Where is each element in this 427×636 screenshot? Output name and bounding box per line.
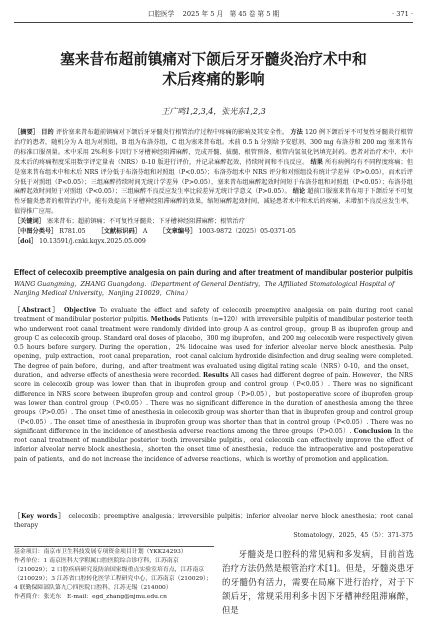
- header-rule: [14, 22, 413, 23]
- doc-code-value: A: [142, 228, 148, 236]
- cn-keywords-line: [14, 217, 413, 227]
- cn-keywords: 塞来昔布；超前镇痛；不可复性牙髓炎；下牙槽神经阻滞麻醉；根管治疗: [46, 218, 245, 226]
- cn-abstract-body: [14, 128, 413, 217]
- en-objective-label: Objective: [63, 307, 97, 314]
- en-methods-label: Methods: [150, 316, 181, 324]
- en-conclusion: In the root canal treatment of mandibular posterior tooth irreversible pulpitis，oral celecoxib can effectively improve the effect of inferior alveolar nerve block anesthesia，shorten the onset time of anesthesia，reduce the intraoperative and postoperative pain of patients，and do not increase the incidence of adverse reactions，which is worthy of promotion and application.: [14, 427, 413, 463]
- article-title: [20, 50, 407, 90]
- cn-conclusion-label: 结论: [292, 188, 306, 196]
- en-results: All cases had different degree of pain. However，the NRS score in celecoxib group was lower than that in ibuprofen group and control group（P<0.05）. There was no significant difference in NRS score between ibuprofen group and control group（P>0.05），but postoperative score of ibuprofen group was lower than control group（P<0.05）. There was no significant difference in the duration of anesthesia among the three groups（P>0.05）. The onset time of anesthesia in celecoxib group was shorter than that in ibuprofen group and control group（P<0.05）. The onset time of anesthesia in ibuprofen group was shorter than that in control group（P<0.05）. There was no significant difference in the incidence of anesthesia adverse reactions among the three groups（P>0.05）.: [14, 372, 413, 435]
- english-abstract: [14, 306, 413, 464]
- en-keywords: celecoxib；preemptive analgesia；irreversible pulpitis；inferior alveolar nerve block anesthesia；root canal therapy: [14, 513, 414, 530]
- cn-methods-label: 方法: [290, 129, 303, 136]
- doi-label: ［doi］: [14, 237, 38, 245]
- cn-methods: 120 例下颌后牙不可复性牙髓炎行根管治疗的患者，随机分为 A 组为对照组，B 组为布洛芬组，C 组为塞来昔布组。术前 0.5 h 分别给予安慰剂、300 mg 布洛芬和 200 mg 塞来昔布的标准口服剂量。术中采用 2%利多卡因行下牙槽神经阻滞麻醉，完成开髓、拔髓、根管预备、根管内氢氧化钙填充封药。患者对治疗术中、术中及术后的疼痛程度采用数字评定量表（NRS）0-10 版进行评价，并记录麻醉起效、持续时间和不良反应。: [14, 129, 414, 166]
- clc-value: R781.05: [59, 228, 86, 236]
- affiliation-note: 作者单位：1 南京医科大学附属口腔医院综合诊疗科，江苏南京（210029）；2 口腔疾病研究及防治国家级重点实验室培育点，江苏南京（210029）；3 江苏省口腔转化医学工程研究中心，江苏南京（210029）；4 联勤保障部队第九〇四医院口腔科，江苏无锡（214000）: [14, 557, 212, 591]
- en-conclusion-label: Conclusion: [353, 427, 393, 435]
- title-line-1: 塞来昔布超前镇痛对下颌后牙牙髓炎治疗术中和: [60, 51, 367, 68]
- body-paragraph: 牙髓炎是口腔科的常见病和多发病，目前首选治疗方法仍然是根管治疗术[1]。但是，牙髓炎患牙的牙髓仍有活力，需要在局麻下进行治疗，对于下颌后牙，常规采用利多卡因下牙槽神经阻滞麻醉，但是: [222, 549, 414, 616]
- doc-code-label: ［文献标识码］: [97, 228, 141, 236]
- chinese-abstract: [14, 128, 413, 247]
- cn-abstract-label: ［摘要］: [14, 129, 40, 136]
- en-abstract-body: [14, 306, 413, 464]
- cn-results: 所有病例均有不同程度疼痛；但是塞来昔布组术中和术后 NRS 评分低于布洛芬组和对照组（P<0.05）；布洛芬组术中 NRS 评分和对照组没有统计学差异（P>0.05），而术后评分低于对照组（P<0.05）；三组麻醉持续时间无统计学差异（P>0.05），塞来昔布组麻醉起效时间短于布洛芬组和对照组（P<0.05）；布洛芬组麻醉起效时间短于对照组（P<0.05）；三组麻醉不良反应发生率比较差异无统计学意义（P>0.05）。: [14, 158, 414, 196]
- cn-keywords-label: ［关键词］: [14, 218, 45, 226]
- page-number: · 371 ·: [392, 10, 413, 18]
- en-objective: To evaluate the effect and safety of celecoxib preemptive analgesia on pain during root canal treatment of mandibular posterior pulpitis.: [14, 307, 413, 324]
- cn-objective: 评价塞来昔布超前镇痛对下颌后牙牙髓炎行根管治疗过程中疼痛的影响及其安全性。: [55, 129, 289, 136]
- author-list: 王广鸣1,2,3,4，张光东1,2,3: [161, 107, 266, 116]
- doi-value: 10.13591/j.cnki.kqyx.2025.05.009: [39, 237, 146, 245]
- footnotes: [14, 548, 214, 601]
- classification-line: [14, 227, 413, 237]
- cn-conclusion: 超前口服塞来昔布用于下颌后牙不可复性牙髓炎患者的根管治疗中，能有效提高下牙槽神经阻滞麻醉的效果，缩短麻醉起效时间，减轻患者术中和术后的疼痛，未增加不良反应发生率，值得推广应用。: [14, 188, 414, 216]
- journal-citation: Stomatology，2025，45（5）：371-375: [293, 531, 413, 539]
- clc-label: ［中图分类号］: [14, 228, 58, 236]
- en-abstract-label: ［Abstract］: [14, 307, 61, 314]
- cn-results-label: 结果: [310, 158, 324, 166]
- funding-note: 基金项目：南京市卫生科技发展专项资金项目计划（YKK24293）: [14, 549, 187, 555]
- english-title: Effect of celecoxib preemptive analgesia on pain during and after treatment of mandibular posterior pulpitis: [14, 268, 414, 277]
- en-keywords-line: [14, 512, 413, 531]
- doi-line: [14, 237, 413, 247]
- article-number-value: 1003-9872（2025）05-0371-05: [198, 228, 296, 236]
- title-line-2: 术后疼痛的影响: [162, 71, 265, 88]
- footnote-rule: [14, 546, 214, 547]
- body-text-column: [222, 547, 414, 617]
- journal-name: 口腔医学: [147, 10, 175, 18]
- en-keywords-label: ［Key words］: [14, 513, 66, 520]
- author-bio-note: 作者简介：张光东 E-mail：egd_zhang@njmu.edu.cn: [14, 593, 167, 600]
- en-results-label: Results: [203, 372, 229, 380]
- issue-info: 2025 年 5 月 第 45 卷 第 5 期: [182, 10, 280, 18]
- english-keywords-block: [14, 512, 413, 540]
- cn-objective-label: 目的: [41, 129, 54, 136]
- article-number-label: ［文章编号］: [159, 228, 197, 236]
- en-methods: Patients（n=120）with irreversible pulpitis of mandibular posterior teeth who underwent root canal treatment were randomly divided into group A as control group，group B as ibuprofen group and group C as celecoxib group. Standard oral doses of placebo，300 mg ibuprofen，and 200 mg celecoxib were respectively given 0.5 hours before surgery. During the operation，2% lidocaine was used for inferior alveolar nerve block anesthesia. Pulp opening，pulp extraction，root canal preparation，root canal calcium hydroxide disinfection and drug sealing were completed. The degree of pain before，during，and after treatment was evaluated using digital rating scale（NRS）0-10，and the onset，duration，and adverse effects of anesthesia were recorded.: [14, 316, 413, 380]
- english-authors: WANG Guangming，ZHANG Guangdong.（Department of General Dentistry，The Affiliated Stomatological Hospital of Nanjing Medical University，Nanjing 210029，China）: [14, 281, 395, 298]
- running-header: [14, 7, 413, 21]
